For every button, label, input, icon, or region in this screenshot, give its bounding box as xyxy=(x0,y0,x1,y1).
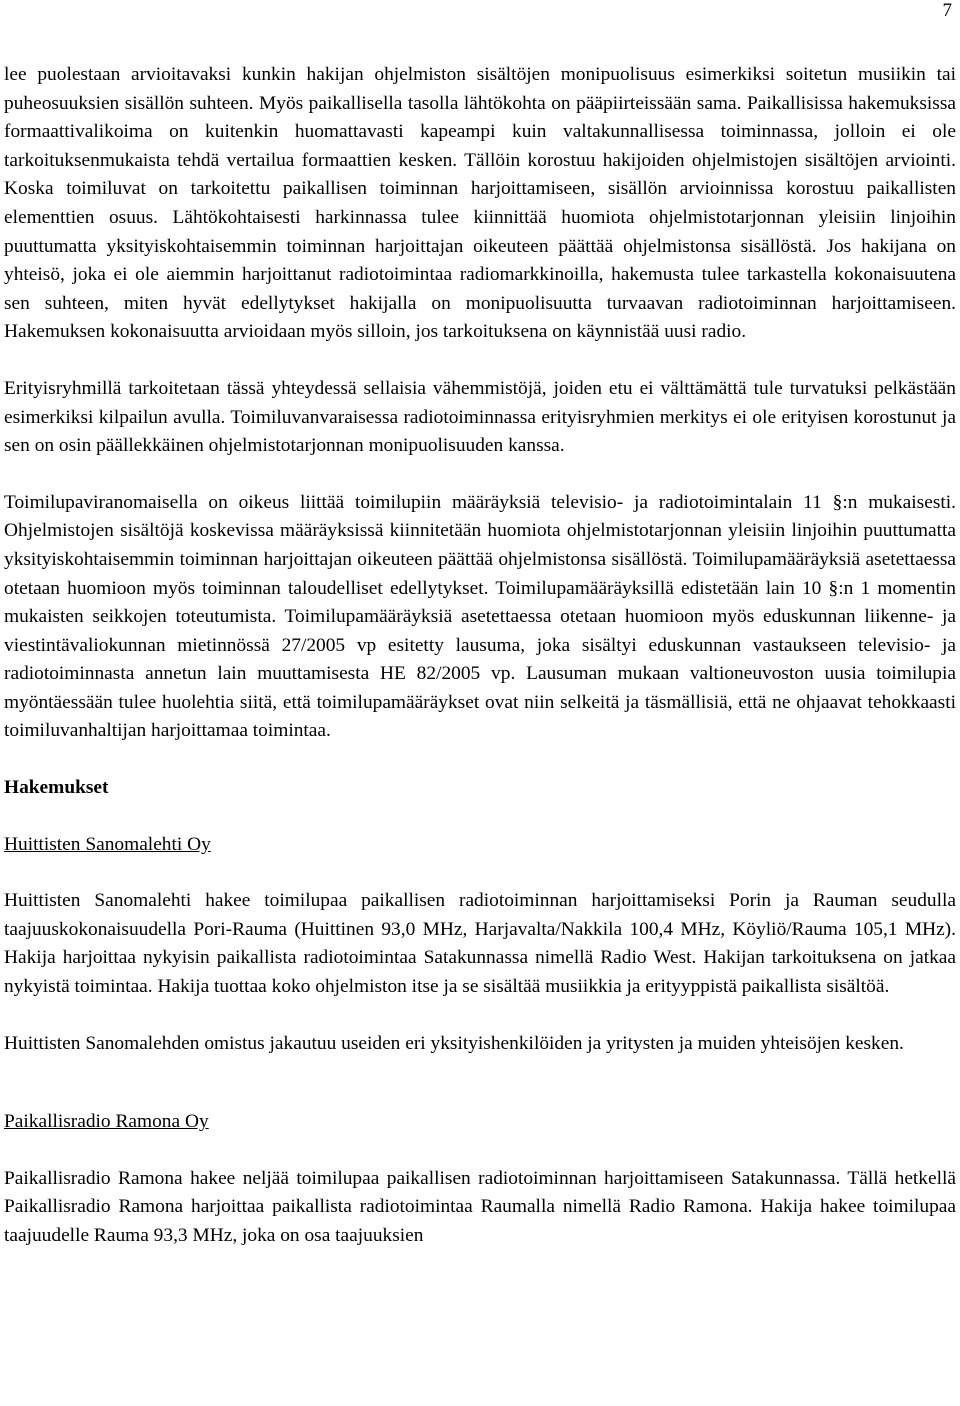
paragraph-ramona-application: Paikallisradio Ramona hakee neljää toimilupaa paikallisen radiotoiminnan harjoittamiseen Satakunnassa. Tällä hetkellä Paikallisradio Ramona harjoittaa paikallista radiotoimintaa Raumalla nimellä Radio Ramona. Hakija hakee toimilupaa taajuudelle Rauma 93,3 MHz, joka on osa taajuuksien xyxy=(4,1167,956,1246)
paragraph-license-conditions: Toimilupaviranomaisella on oikeus liittää toimilupiin määräyksiä televisio- ja radiotoimintalain 11 §:n mukaisesti. Ohjelmistojen sisältöjä koskevissa määräyksissä kiinnitetään huomiota ohjelmistotarjonnan yleisiin linjoihin puuttumatta yksityiskohtaisemmin toiminnan harjoittajan oikeuteen päättää ohjelmistonsa sisällöstä. Toimilupamääräyksiä asetettaessa otetaan huomioon myös toiminnan taloudelliset edellytykset. Toimilupamääräyksillä edistetään lain 10 §:n 1 momentin mukaisten seikkojen toteutumista. Toimilupamääräyksiä asetettaessa otetaan huomioon myös eduskunnan liikenne- ja viestintävaliokunnan mietinnössä 27/2005 vp esitetty lausuma, joka sisältyi eduskunnan vastaukseen televisio- ja radiotoiminnasta annetun lain muuttamisesta HE 82/2005 vp. Lausuman mukaan valtioneuvoston uusia toimilupia myöntäessään tulee huolehtia siitä, että toimilupamääräykset ovat niin selkeitä ja täsmällisiä, että ne ohjaavat tehokkaasti toimiluvanhaltijan harjoittamaa toimintaa. xyxy=(4,491,956,742)
page-number: 7 xyxy=(942,0,952,21)
paragraph-evaluation-criteria: lee puolestaan arvioitavaksi kunkin hakijan ohjelmiston sisältöjen monipuolisuus esimerkiksi soitetun musiikin tai puheosuuksien sisällön suhteen. Myös paikallisella tasolla lähtökohta on pääpiirteissään sama. Paikallisissa hakemuksissa formaattivalikoima on kuitenkin huomattavasti kapeampi kuin valtakunnallisessa toiminnassa, jolloin ei ole tarkoituksenmukaista tehdä vertailua formaattien kesken. Tällöin korostuu hakijoiden ohjelmistojen sisältöjen arviointi. Koska toimiluvat on tarkoitettu paikallisen toiminnan harjoittamiseen, sisällön arvioinnissa korostuu paikallisten elementtien osuus. Lähtökohtaisesti harkinnassa tulee kiinnittää huomiota ohjelmistotarjonnan yleisiin linjoihin puuttumatta yksityiskohtaisemmin toiminnan harjoittajan oikeuteen päättää ohjelmistonsa sisällöstä. Jos hakijana on yhteisö, joka ei ole aiemmin harjoittanut radiotoimintaa radiomarkkinoilla, hakemusta tulee tarkastella kokonaisuutena sen suhteen, miten hyvät edellytykset hakijalla on monipuolisuutta turvaavan radiotoiminnan harjoittamiseen. Hakemuksen kokonaisuutta arvioidaan myös silloin, jos tarkoituksena on käynnistää uusi radio. xyxy=(4,64,956,343)
paragraph-special-groups: Erityisryhmillä tarkoitetaan tässä yhteydessä sellaisia vähemmistöjä, joiden etu ei välttämättä tule turvatuksi pelkästään esimerkiksi kilpailun avulla. Toimiluvanvaraisessa radiotoiminnassa erityisryhmien merkitys ei ole erityisen korostunut ja sen on osin päällekkäinen ohjelmistotarjonnan monipuolisuuden kanssa. xyxy=(4,377,956,457)
paragraph-huittisten-application: Huittisten Sanomalehti hakee toimilupaa paikallisen radiotoiminnan harjoittamiseksi Porin ja Rauman seudulla taajuuskokonaisuudella Pori-Rauma (Huittinen 93,0 MHz, Harjavalta/Nakkila 100,4 MHz, Köyliö/Rauma 105,1 MHz). Hakija harjoittaa nykyisin paikallista radiotoimintaa Satakunnassa nimellä Radio West. Hakijan tarkoituksena on jatkaa nykyistä toimintaa. Hakija tuottaa koko ohjelmiston itse ja se sisältää musiikkia ja erityyppistä paikallista sisältöä. xyxy=(4,890,956,998)
applicant-heading-huittisten: Huittisten Sanomalehti Oy xyxy=(4,833,211,855)
section-heading-applications: Hakemukset xyxy=(4,777,109,799)
applicant-heading-ramona: Paikallisradio Ramona Oy xyxy=(4,1111,209,1133)
document-body xyxy=(4,61,956,1251)
paragraph-huittisten-ownership: Huittisten Sanomalehden omistus jakautuu useiden eri yksityishenkilöiden ja yritysten ja muiden yhteisöjen kesken. xyxy=(4,1032,904,1054)
